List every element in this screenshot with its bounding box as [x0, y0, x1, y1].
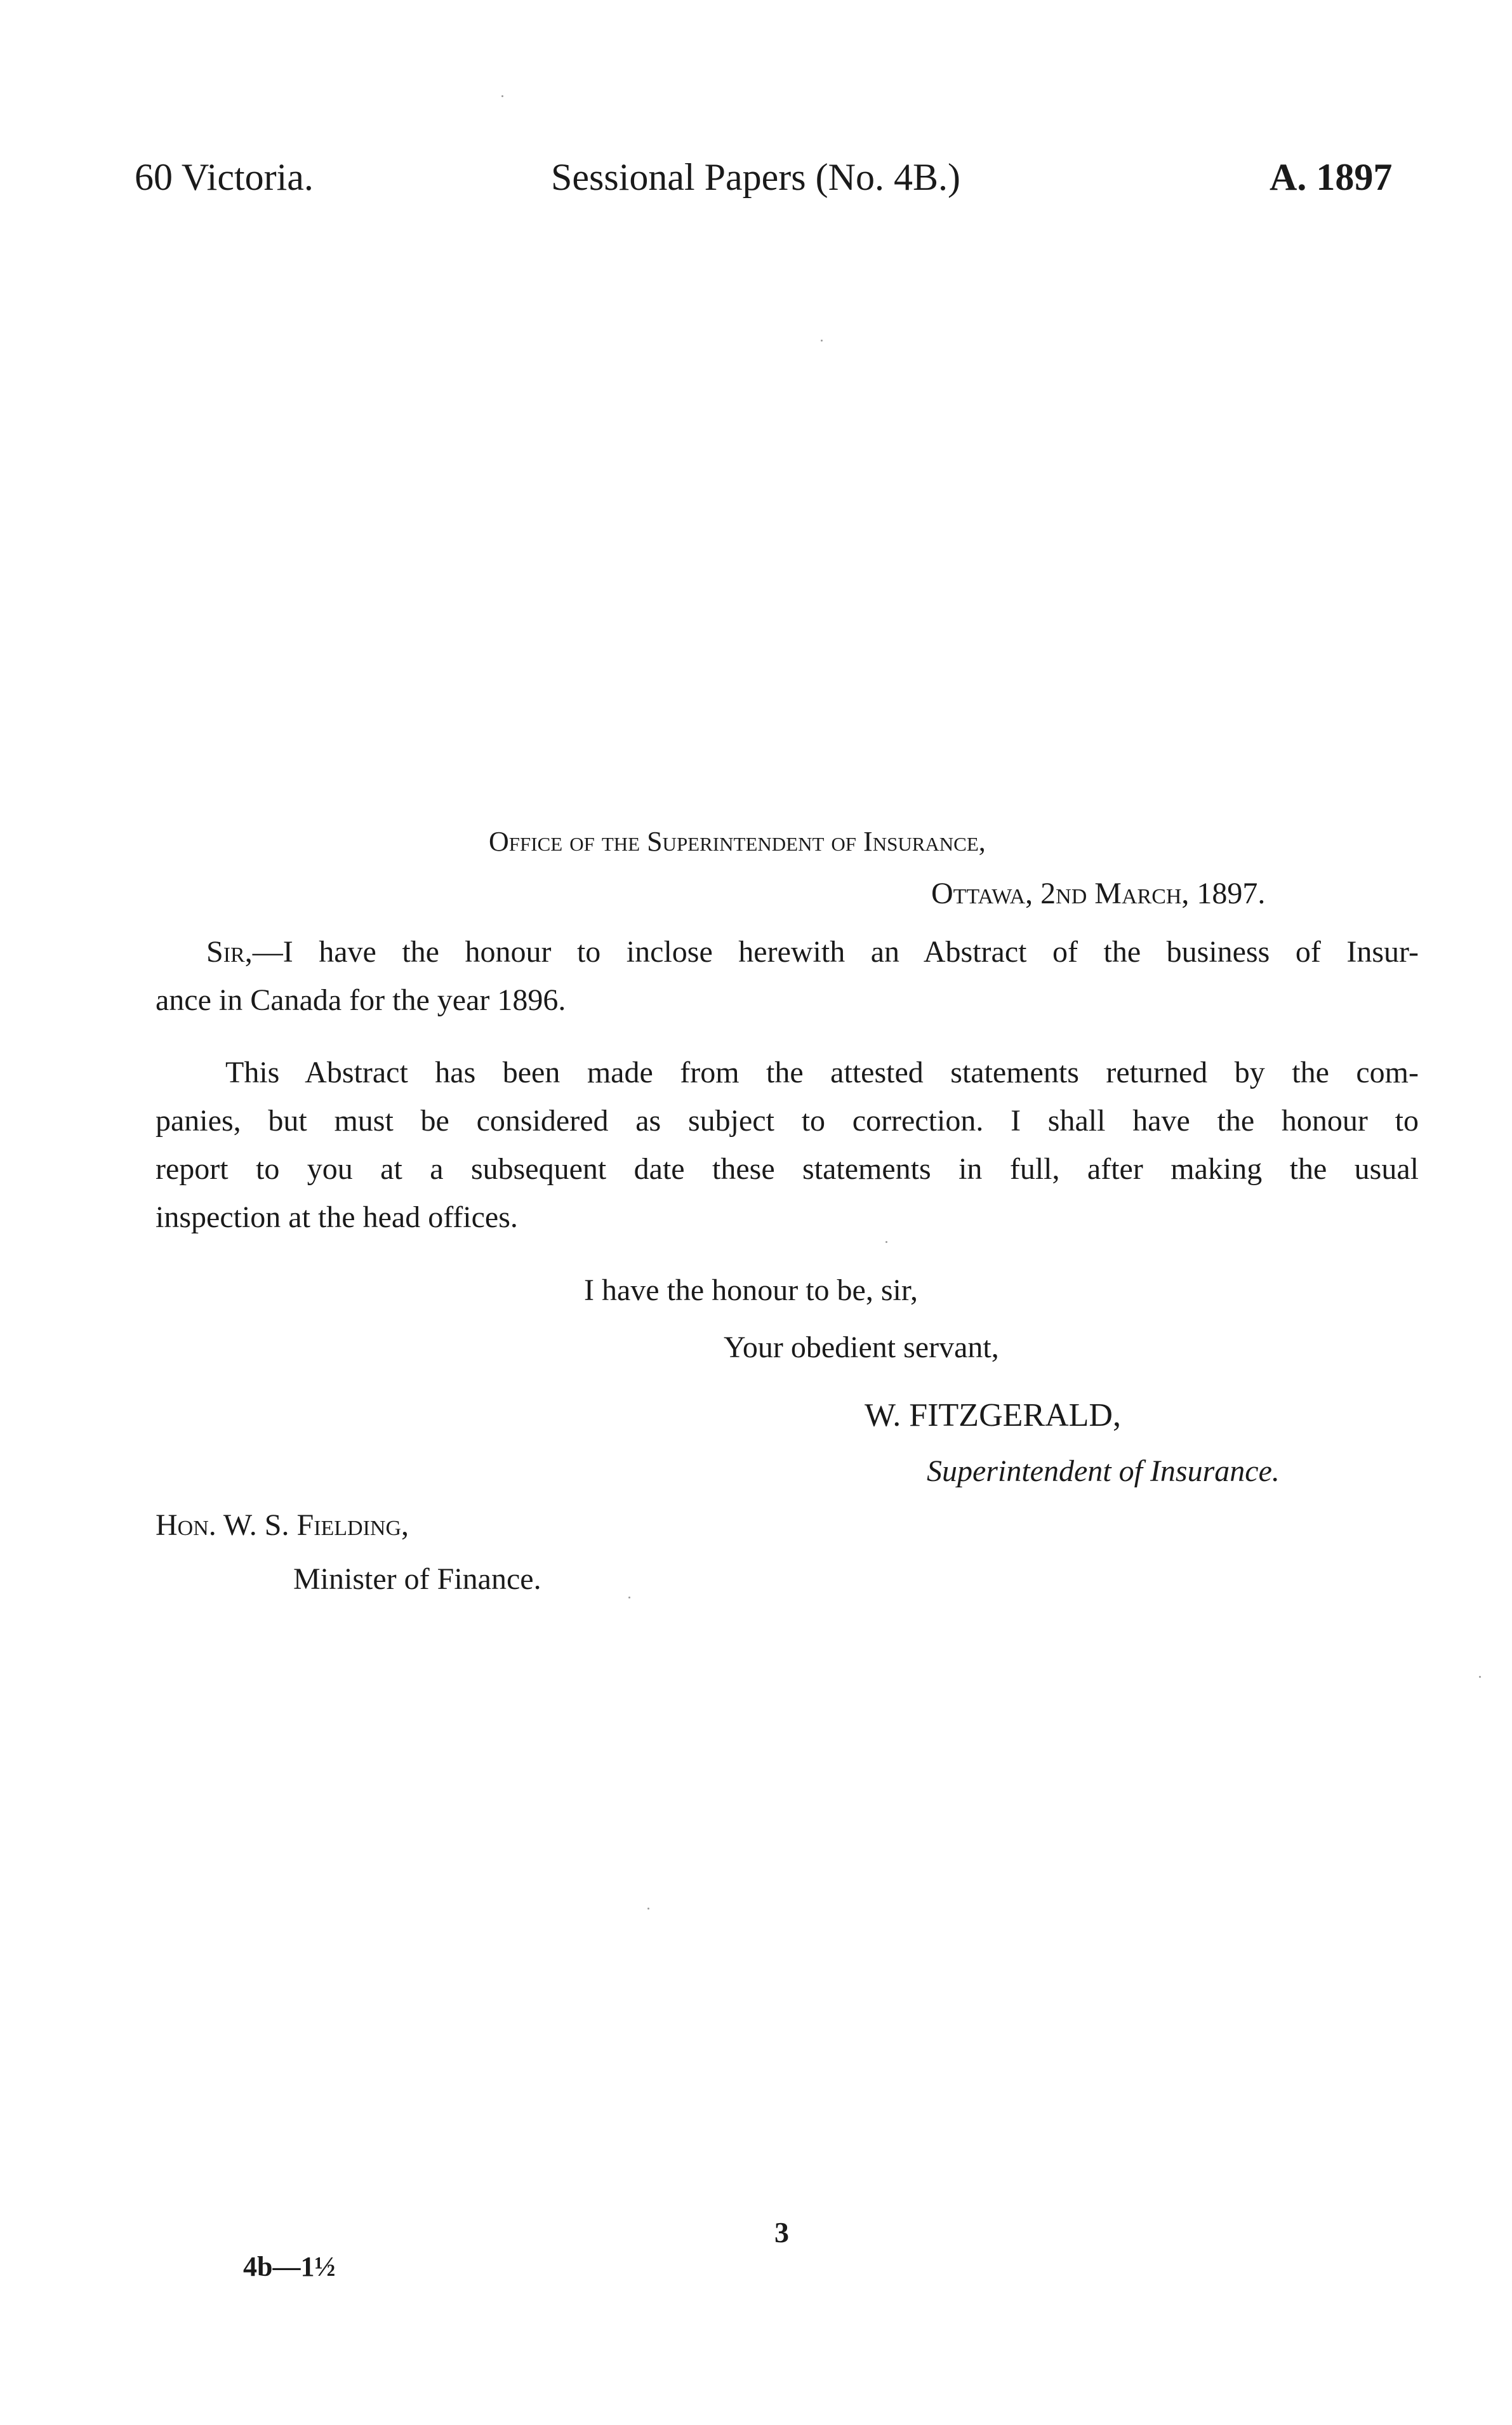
scan-speck	[501, 95, 503, 97]
scan-speck	[1479, 1676, 1481, 1678]
signature-name: W. FITZGERALD,	[865, 1397, 1121, 1433]
scan-speck	[628, 1597, 630, 1598]
page-number: 3	[774, 2216, 789, 2249]
place-date	[931, 870, 1265, 918]
paragraph-2	[156, 1049, 1419, 1242]
paragraph-1	[156, 928, 1419, 1025]
signature-title: Superintendent of Insurance.	[927, 1454, 1280, 1488]
salutation: Sir,	[206, 935, 253, 969]
closing-line-1: I have the honour to be, sir,	[584, 1273, 918, 1307]
paragraph-1-text-1: —I have the honour to inclose herewith an Abstract of the business of Insur-	[252, 935, 1419, 969]
office-heading: Office of the Superintendent of Insurance,	[489, 826, 986, 857]
signature-mark: 4b—1½	[243, 2251, 336, 2282]
header-left: 60 Victoria.	[135, 156, 314, 198]
header-right: A. 1897	[1270, 156, 1393, 198]
paragraph-1-line-2: ance in Canada for the year 1896.	[156, 983, 566, 1017]
addressee-name	[156, 1501, 409, 1550]
scan-speck	[885, 1241, 887, 1243]
paragraph-2-line-2: panies, but must be considered as subject to correction. I shall have the honour to	[156, 1104, 1419, 1138]
paragraph-2-line-3: report to you at a subsequent date these statements in full, after making the usual	[156, 1152, 1419, 1186]
addressee-name-text: Hon. W. S. Fielding,	[156, 1508, 409, 1542]
place-date-text: Ottawa, 2nd March, 1897.	[931, 877, 1266, 910]
scan-speck	[821, 340, 823, 342]
paragraph-2-line-4: inspection at the head offices.	[156, 1200, 518, 1234]
paragraph-1-line-1	[156, 928, 1419, 976]
paragraph-2-line-1: This Abstract has been made from the attested statements returned by the com-	[225, 1056, 1419, 1089]
scan-speck	[647, 1908, 649, 1910]
addressee-title: Minister of Finance.	[293, 1562, 541, 1596]
header-center: Sessional Papers (No. 4B.)	[551, 156, 960, 198]
closing-line-2: Your obedient servant,	[724, 1331, 999, 1364]
